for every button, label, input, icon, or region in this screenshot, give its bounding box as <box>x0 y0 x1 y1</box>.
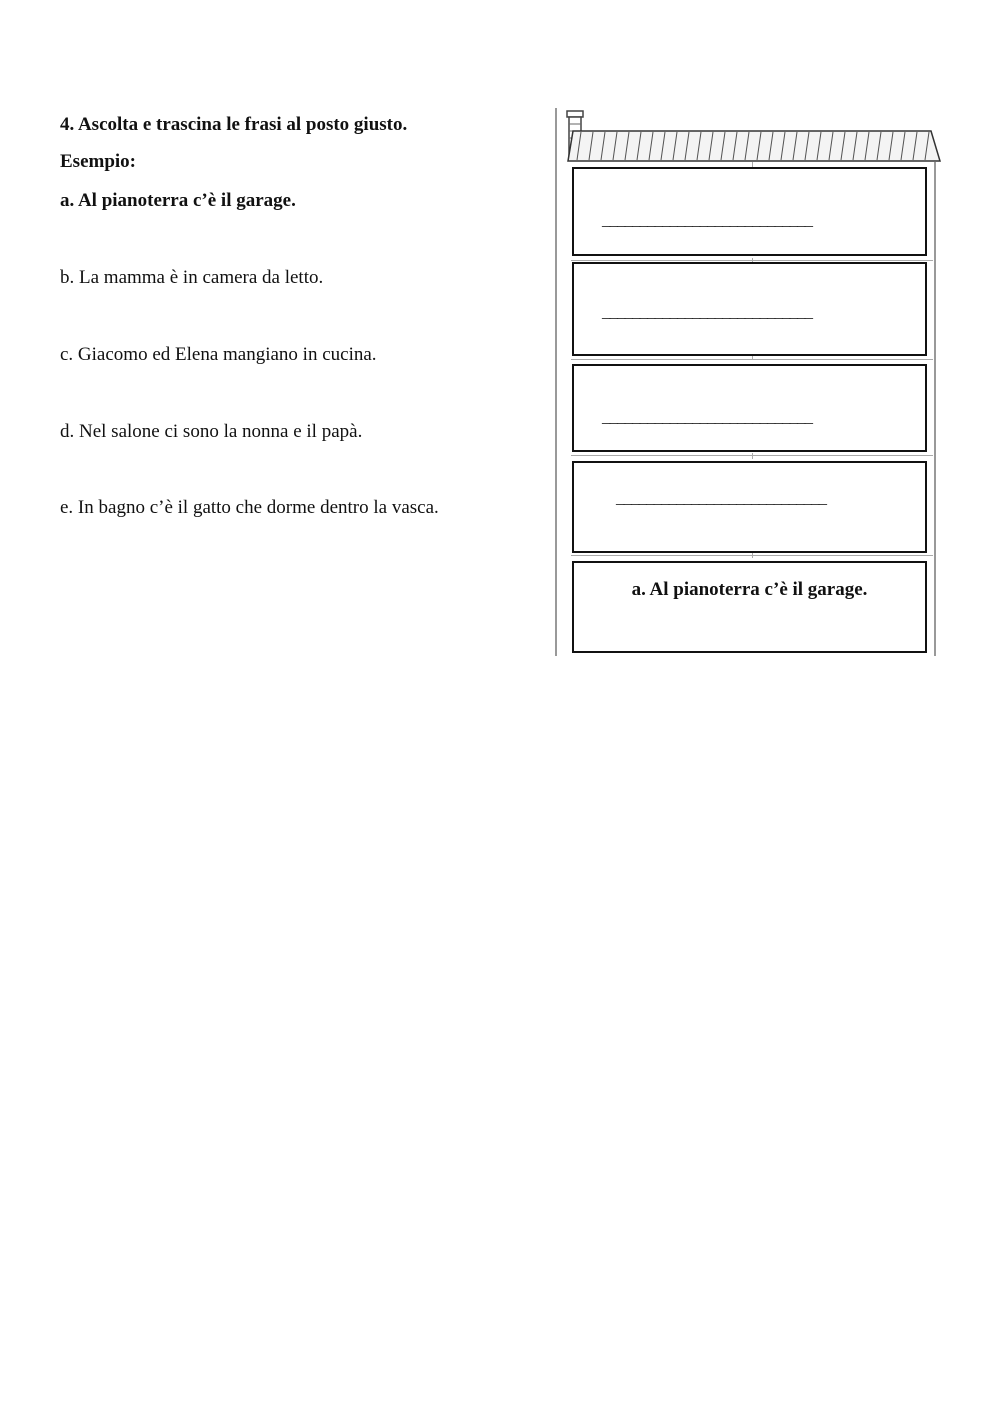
example-sentence: a. Al pianoterra c’è il garage. <box>60 190 296 211</box>
drop-zone-blank: ____________________________ <box>602 210 812 229</box>
house-left-wall <box>555 108 557 656</box>
drop-zone-third-floor[interactable] <box>572 262 927 356</box>
drop-zone-first-floor[interactable] <box>572 461 927 553</box>
sentence-d[interactable]: d. Nel salone ci sono la nonna e il papà. <box>60 421 363 442</box>
exercise-title: 4. Ascolta e trascina le frasi al posto giusto. <box>60 114 408 135</box>
roof-icon <box>567 130 941 162</box>
drop-zone-blank: ____________________________ <box>602 407 812 426</box>
ground-floor-answer: a. Al pianoterra c’è il garage. <box>631 579 868 600</box>
house-tick <box>752 453 753 459</box>
drop-zone-top-floor[interactable] <box>572 167 927 256</box>
example-label: Esempio: <box>60 151 136 172</box>
sentence-c[interactable]: c. Giacomo ed Elena mangiano in cucina. <box>60 344 377 365</box>
drop-zone-blank: ____________________________ <box>616 488 826 507</box>
house-illustration <box>553 108 943 658</box>
drop-zone-blank: ____________________________ <box>602 302 812 321</box>
sentence-b[interactable]: b. La mamma è in camera da letto. <box>60 267 324 288</box>
ground-floor-room <box>572 561 927 653</box>
sentence-e[interactable]: e. In bagno c’è il gatto che dorme dentro la vasca. <box>60 497 439 518</box>
house-right-wall <box>934 162 936 656</box>
drop-zone-second-floor[interactable] <box>572 364 927 452</box>
